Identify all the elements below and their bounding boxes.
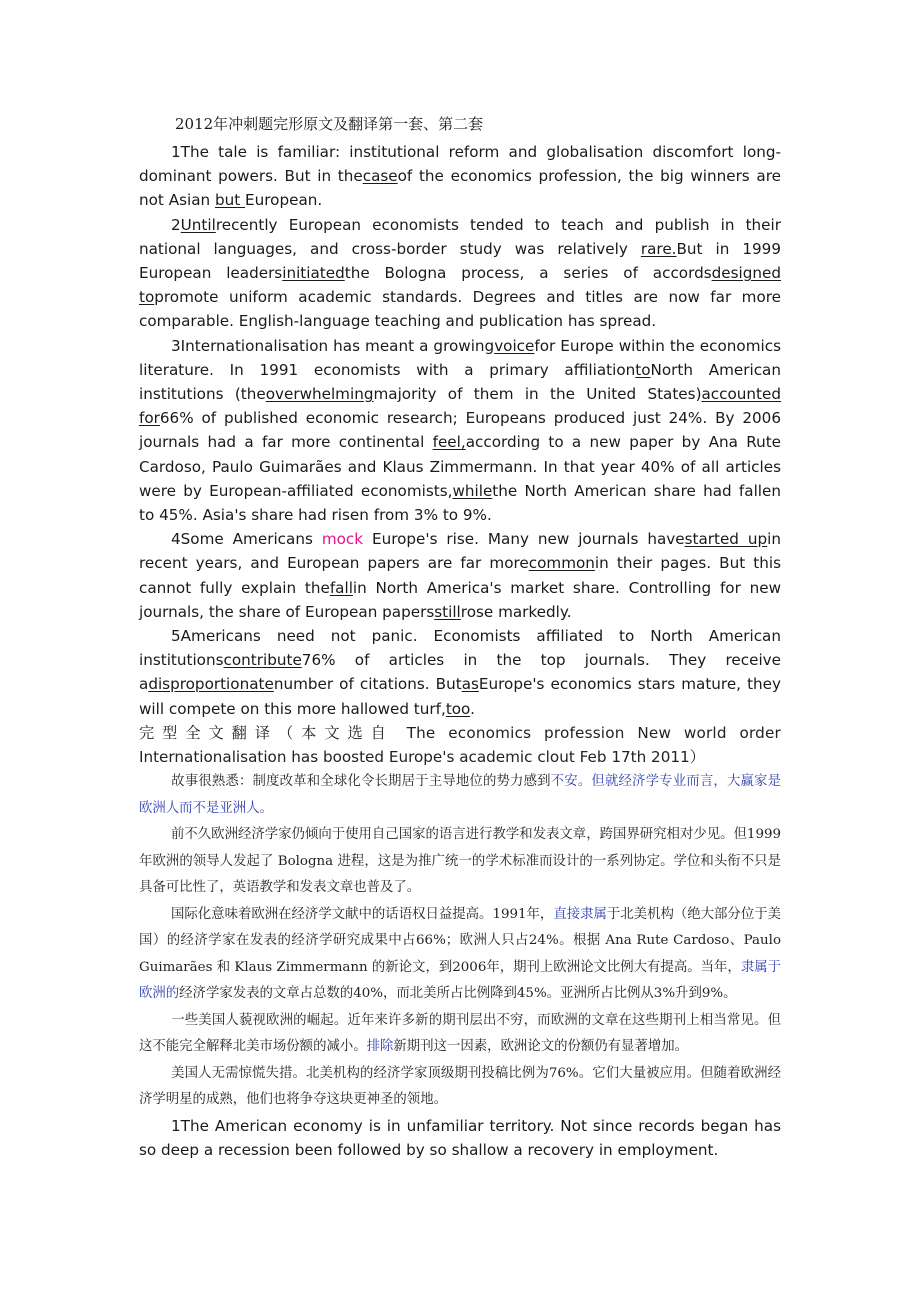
english-paragraph-5: 5Americans need not panic. Economists affiliated to North American institutionscontribute76% of articles in the top journals. They receive adisproportionatenumber of citations. ButasEurope's economics stars mature, they will compete on this more hallowed turf,too. <box>139 627 781 718</box>
blank-answer: to <box>635 360 651 379</box>
blank-answer: disproportionate <box>148 675 274 694</box>
blank-answer: rare. <box>640 239 677 258</box>
highlighted-translation: 不安。但就经济学专业而言，大赢家是欧洲人而不是亚洲人。 <box>139 774 781 816</box>
blank-answer: case <box>362 167 398 186</box>
highlighted-translation: 排除 <box>366 1039 394 1055</box>
blank-answer: voice <box>494 336 535 355</box>
chinese-paragraph-5: 美国人无需惊慌失措。北美机构的经济学家顶级期刊投稿比例为76%。它们大量被应用。但随着欧洲经济学明星的成熟，他们也将争夺这块更神圣的领地。 <box>139 1065 781 1108</box>
chinese-paragraph-2: 前不久欧洲经济学家仍倾向于使用自己国家的语言进行教学和发表文章，跨国界研究相对少见。但1999年欧洲的领导人发起了 Bologna 进程，这是为推广统一的学术标准而设计的一系列协定。学位和头衔不只是具备可比性了，英语教学和发表文章也普及了。 <box>139 827 781 896</box>
english-paragraph-4: 4Some Americans mock Europe's rise. Many new journals havestarted upin recent years, and European papers are far morecommonin their pages. But this cannot fully explain thefallin North America's market share. Controlling for new journals, the share of European papersstillrose markedly. <box>139 530 782 621</box>
chinese-paragraph-4: 一些美国人藐视欧洲的崛起。近年来许多新的期刊层出不穷，而欧洲的文章在这些期刊上相当常见。但这不能完全解释北美市场份额的减小。排除新期刊这一因素，欧洲论文的份额仍有显著增加。 <box>139 1012 781 1055</box>
document-page <box>139 112 781 1162</box>
blank-answer: initiated <box>282 264 345 283</box>
source-line-2: Internationalisation has boosted Europe's academic clout Feb 17th 2011） <box>139 748 705 767</box>
english-paragraph-1: 1The tale is familiar: institutional reform and globalisation discomfort long-dominant powers. But in thecaseof the economics profession, the big winners are not Asian but European. <box>139 143 781 210</box>
english-paragraph-6: 1The American economy is in unfamiliar territory. Not since records began has so deep a recession been followed by so shallow a recovery in employment. <box>139 1116 781 1159</box>
blank-answer: fall <box>329 578 353 597</box>
highlighted-translation: 隶属于欧洲的 <box>139 959 782 1002</box>
chinese-paragraph-1: 故事很熟悉：制度改革和全球化令长期居于主导地位的势力感到不安。但就经济学专业而言，大赢家是欧洲人而不是亚洲人。 <box>139 774 781 816</box>
blank-answer: common <box>528 554 595 573</box>
blank-answer: too <box>445 699 471 718</box>
blank-answer: started up <box>684 530 768 549</box>
english-paragraph-2: 2Untilrecently European economists tended to teach and publish in their national languages, and cross-border study was relatively rare.But in 1999 European leadersinitiatedthe Bologna process, a series of accordsdesigned topromote uniform academic standards. Degrees and titles are now far more comparable. English-language teaching and publication has spread. <box>139 215 782 331</box>
blank-answer: feel, <box>432 433 466 452</box>
blank-answer: contribute <box>223 651 302 670</box>
blank-answer: overwhelming <box>265 385 374 404</box>
chinese-paragraph-3: 国际化意味着欧洲在经济学文献中的话语权日益提高。1991年，直接隶属于北美机构（绝大部分位于美国）的经济学家在发表的经济学研究成果中占66%；欧洲人只占24%。根据 Ana Rute Cardoso、Paulo Guimarães 和 Klaus Zimmermann 的新论文，到2006年，期刊上欧洲论文比例大有提高。当年，隶属于欧洲的经济学家发表的文章占总数的40%，而北美所占比例降到45%。亚洲所占比例从3%升到9%。 <box>139 906 782 1002</box>
english-paragraph-3: 3Internationalisation has meant a growingvoicefor Europe within the economics literature. In 1991 economists with a primary affiliationtoNorth American institutions (theoverwhelmingmajority of them in the United States)accounted for66% of published economic research; Europeans produced just 24%. By 2006 journals had a far more continental feel,according to a new paper by Ana Rute Cardoso, Paulo Guimarães and Klaus Zimmermann. In that year 40% of all articles were by European-affiliated economists,whilethe North American share had fallen to 45%. Asia's share had risen from 3% to 9%. <box>139 336 782 525</box>
highlighted-word: mock <box>321 530 364 549</box>
blank-answer: accounted for <box>139 385 781 428</box>
blank-answer: designed to <box>139 264 781 307</box>
blank-answer: but <box>214 191 246 210</box>
blank-answer: as <box>461 675 479 694</box>
blank-answer: Until <box>180 215 216 234</box>
document-title: 2012年冲刺题完形原文及翻译第一套、第二套 <box>175 115 484 133</box>
source-line-1: 完型全文翻译（本文选自 The economics profession New world order <box>139 723 781 742</box>
highlighted-translation: 直接隶属 <box>553 906 607 922</box>
blank-answer: while <box>452 481 493 500</box>
blank-answer: still <box>434 602 461 621</box>
